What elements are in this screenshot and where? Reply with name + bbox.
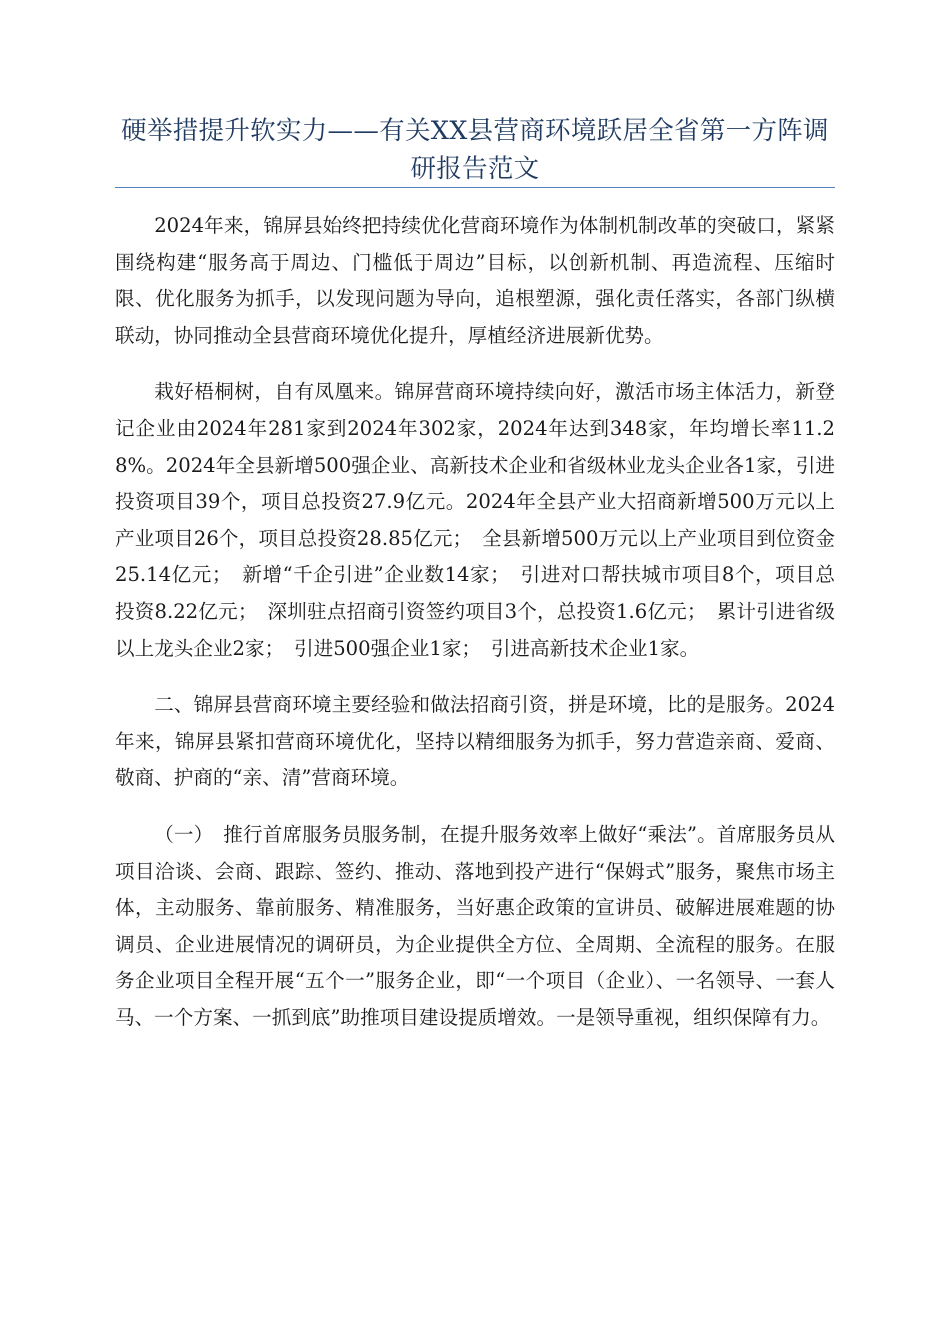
paragraph-subsection-one: （一） 推行首席服务员服务制，在提升服务效率上做好“乘法”。首席服务员从项目洽谈、会商、跟踪、签约、推动、落地到投产进行“保姆式”服务，聚焦市场主体，主动服务、靠前服务、精准服务，当好惠企政策的宣讲员、破解进展难题的协调员、企业进展情况的调研员，为企业提供全方位、全周期、全流程的服务。在服务企业项目全程开展“五个一”服务企业，即“一个项目（企业）、一名领导、一套人马、一个方案、一抓到底”助推项目建设提质增效。一是领导重视，组织保障有力。: [115, 822, 835, 1029]
paragraph-intro: 2024年来，锦屏县始终把持续优化营商环境作为体制机制改革的突破口，紧紧围绕构建“服务高于周边、门槛低于周边”目标，以创新机制、再造流程、压缩时限、优化服务为抓手，以发现问题为导向，追根塑源，强化责任落实，各部门纵横联动，协同推动全县营商环境优化提升，厚植经济进展新优势。: [115, 214, 835, 347]
document-title: 硬举措提升软实力——有关XX县营商环境跃居全省第一方阵调研报告范文: [121, 116, 829, 184]
document-body: [115, 208, 835, 1056]
title-underline: [115, 187, 835, 188]
paragraph-section-two: 二、锦屏县营商环境主要经验和做法招商引资，拼是环境，比的是服务。2024年来，锦屏县紧扣营商环境优化，坚持以精细服务为抓手，努力营造亲商、爱商、敬商、护商的“亲、清”营商环境。: [115, 693, 835, 790]
paragraph-achievements: 栽好梧桐树，自有凤凰来。锦屏营商环境持续向好，激活市场主体活力，新登记企业由2024年281家到2024年302家，2024年达到348家，年均增长率11.28%。2024年全县新增500强企业、高新技术企业和省级林业龙头企业各1家，引进投资项目39个，项目总投资27.9亿元。2024年全县产业大招商新增500万元以上产业项目26个，项目总投资28.85亿元； 全县新增500万元以上产业项目到位资金25.14亿元； 新增“千企引进”企业数14家； 引进对口帮扶城市项目8个，项目总投资8.22亿元； 深圳驻点招商引资签约项目3个，总投资1.6亿元； 累计引进省级以上龙头企业2家； 引进500强企业1家； 引进高新技术企业1家。: [115, 380, 835, 660]
